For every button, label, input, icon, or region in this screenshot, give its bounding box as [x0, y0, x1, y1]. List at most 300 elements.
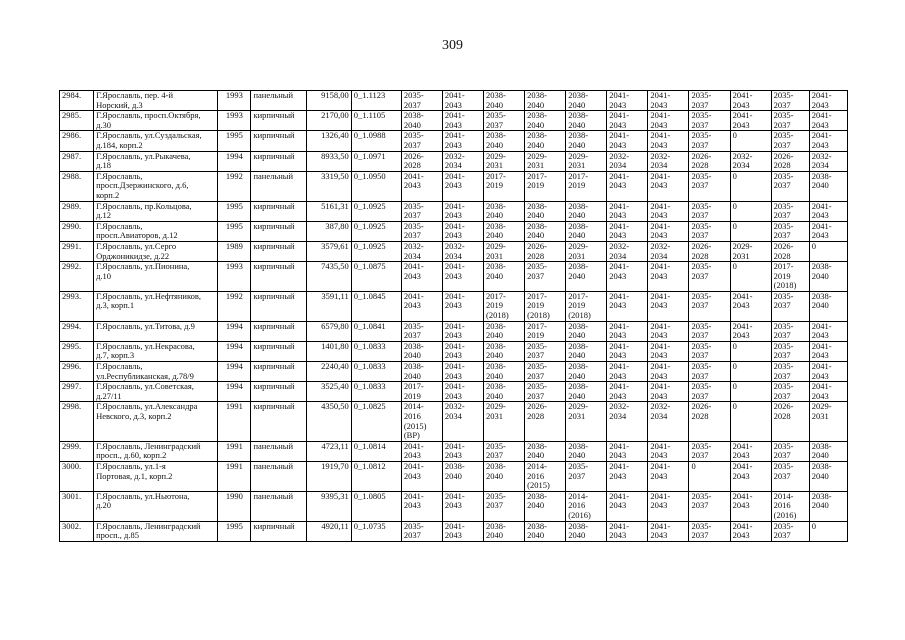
area-cell: 1919,70	[306, 461, 351, 491]
address-cell: Г.Ярославль, пр.Кольцова, д.12	[94, 201, 218, 221]
repair-period-cell: 2035- 2037	[771, 201, 809, 221]
repair-period-cell: 2014- 2016 (2016)	[771, 491, 809, 521]
repair-period-cell: 2038- 2040	[566, 262, 607, 292]
repair-period-cell: 2035- 2037	[525, 362, 566, 382]
address-cell: Г.Ярославль, ул.Рыкачева, д.18	[94, 151, 218, 171]
construction-year-cell: 1994	[218, 362, 251, 382]
repair-period-cell: 2029- 2031	[566, 241, 607, 261]
page-number: 309	[442, 38, 463, 53]
address-cell: Г.Ярославль, пер. 4-й Норский, д.3	[94, 91, 218, 111]
area-cell: 1326,40	[306, 131, 351, 151]
repair-period-cell: 2041- 2043	[809, 341, 847, 361]
address-cell: Г.Ярославль, ул.Пионина, д.10	[94, 262, 218, 292]
priority-index-cell: 0_1.0833	[351, 362, 401, 382]
priority-index-cell: 0_1.0925	[351, 201, 401, 221]
repair-period-cell: 2041- 2043	[648, 171, 689, 201]
table-row	[60, 151, 848, 171]
row-number-cell: 2986.	[60, 131, 94, 151]
repair-period-cell: 2041- 2043	[401, 491, 442, 521]
repair-period-cell: 2032- 2034	[442, 151, 483, 171]
repair-period-cell: 0	[809, 241, 847, 261]
area-cell: 6579,80	[306, 321, 351, 341]
construction-year-cell: 1992	[218, 171, 251, 201]
area-cell: 7435,50	[306, 262, 351, 292]
repair-period-cell: 2041- 2043	[607, 382, 648, 402]
repair-period-cell: 2041- 2043	[730, 461, 771, 491]
address-cell: Г.Ярославль, ул.Серго Орджоникидзе, д.22	[94, 241, 218, 261]
wall-material-cell: кирпичный	[251, 131, 306, 151]
area-cell: 4723,11	[306, 441, 351, 461]
priority-index-cell: 0_1.0812	[351, 461, 401, 491]
repair-period-cell: 2035- 2037	[689, 262, 730, 292]
table-row	[60, 382, 848, 402]
repair-period-cell: 2026- 2028	[771, 241, 809, 261]
repair-period-cell: 2038- 2040	[566, 221, 607, 241]
address-cell: Г.Ярославль, ул.1-я Портовая, д.1, корп.2	[94, 461, 218, 491]
repair-period-cell: 2038- 2040	[809, 291, 847, 321]
row-number-cell: 2995.	[60, 341, 94, 361]
row-number-cell: 2984.	[60, 91, 94, 111]
repair-period-cell: 2041- 2043	[607, 321, 648, 341]
address-cell: Г.Ярославль, ул.Нефтяников, д.3, корп.1	[94, 291, 218, 321]
repair-period-cell: 2038- 2040	[484, 321, 525, 341]
construction-year-cell: 1994	[218, 382, 251, 402]
wall-material-cell: кирпичный	[251, 111, 306, 131]
address-cell: Г.Ярославль, Ленинградский просп., д.60, корп.2	[94, 441, 218, 461]
priority-index-cell: 0_1.0925	[351, 241, 401, 261]
repair-period-cell: 0	[730, 171, 771, 201]
repair-period-cell: 2041- 2043	[442, 341, 483, 361]
wall-material-cell: кирпичный	[251, 521, 306, 541]
area-cell: 3319,50	[306, 171, 351, 201]
repair-period-cell: 0	[730, 131, 771, 151]
repair-period-cell: 2035- 2037	[401, 131, 442, 151]
area-cell: 9158,00	[306, 91, 351, 111]
row-number-cell: 2991.	[60, 241, 94, 261]
repair-period-cell: 2041- 2043	[809, 91, 847, 111]
repair-period-cell: 2041- 2043	[648, 491, 689, 521]
repair-period-cell: 2041- 2043	[401, 171, 442, 201]
repair-period-cell: 2026- 2028	[689, 241, 730, 261]
repair-period-cell: 2041- 2043	[607, 491, 648, 521]
repair-period-cell: 2029- 2031	[566, 151, 607, 171]
repair-period-cell: 0	[730, 262, 771, 292]
table-row	[60, 201, 848, 221]
repair-period-cell: 2038- 2040	[484, 131, 525, 151]
repair-period-cell: 2035- 2037	[689, 221, 730, 241]
table-row	[60, 171, 848, 201]
construction-year-cell: 1995	[218, 201, 251, 221]
repair-period-cell: 2035- 2037	[689, 321, 730, 341]
repair-period-cell: 2035- 2037	[771, 321, 809, 341]
address-cell: Г.Ярославль, просп.Дзержинского, д.6, корп.2	[94, 171, 218, 201]
wall-material-cell: панельный	[251, 171, 306, 201]
table-row	[60, 111, 848, 131]
address-cell: Г.Ярославль, ул.Советская, д.27/11	[94, 382, 218, 402]
row-number-cell: 3001.	[60, 491, 94, 521]
repair-period-cell: 2035- 2037	[689, 491, 730, 521]
repair-period-cell: 2041- 2043	[442, 321, 483, 341]
repair-period-cell: 2041- 2043	[442, 131, 483, 151]
repair-period-cell: 2041- 2043	[442, 91, 483, 111]
repair-period-cell: 2038- 2040	[401, 341, 442, 361]
repair-period-cell: 2038- 2040	[566, 521, 607, 541]
repair-period-cell: 2041- 2043	[809, 362, 847, 382]
row-number-cell: 2996.	[60, 362, 94, 382]
repair-period-cell: 2038- 2040	[566, 321, 607, 341]
repair-period-cell: 2038- 2040	[566, 362, 607, 382]
repair-period-cell: 2035- 2037	[689, 131, 730, 151]
table-row	[60, 341, 848, 361]
repair-period-cell: 2041- 2043	[442, 291, 483, 321]
repair-period-cell: 2041- 2043	[442, 362, 483, 382]
repair-period-cell: 2026- 2028	[401, 151, 442, 171]
priority-index-cell: 0_1.1123	[351, 91, 401, 111]
wall-material-cell: кирпичный	[251, 291, 306, 321]
repair-period-cell: 2041- 2043	[607, 461, 648, 491]
repair-period-cell: 2041- 2043	[607, 171, 648, 201]
repair-period-cell: 2041- 2043	[401, 262, 442, 292]
table-row	[60, 291, 848, 321]
table-row	[60, 521, 848, 541]
repair-period-cell: 0	[730, 341, 771, 361]
repair-period-cell: 2029- 2031	[525, 151, 566, 171]
repair-period-cell: 2041- 2043	[730, 441, 771, 461]
row-number-cell: 2993.	[60, 291, 94, 321]
repair-period-cell: 2038- 2040	[525, 201, 566, 221]
area-cell: 3591,11	[306, 291, 351, 321]
address-cell: Г.Ярославль, просп.Октября, д.30	[94, 111, 218, 131]
priority-index-cell: 0_1.0805	[351, 491, 401, 521]
repair-period-cell: 2032- 2034	[442, 402, 483, 441]
wall-material-cell: кирпичный	[251, 382, 306, 402]
repair-period-cell: 2017- 2019 (2018)	[566, 291, 607, 321]
repair-period-cell: 2029- 2031	[809, 402, 847, 441]
repair-period-cell: 2035- 2037	[689, 521, 730, 541]
area-cell: 2170,00	[306, 111, 351, 131]
repair-period-cell: 2041- 2043	[809, 382, 847, 402]
repair-period-cell: 2041- 2043	[607, 131, 648, 151]
repair-period-cell: 2035- 2037	[689, 441, 730, 461]
row-number-cell: 2994.	[60, 321, 94, 341]
repair-period-cell: 0	[689, 461, 730, 491]
table-row	[60, 402, 848, 441]
repair-period-cell: 2026- 2028	[771, 151, 809, 171]
repair-period-cell: 2038- 2040	[566, 111, 607, 131]
repair-period-cell: 2017- 2019	[566, 171, 607, 201]
repair-period-cell: 2041- 2043	[648, 441, 689, 461]
repair-period-cell: 2038- 2040	[566, 91, 607, 111]
repair-period-cell: 2038- 2040	[401, 111, 442, 131]
construction-year-cell: 1991	[218, 441, 251, 461]
repair-period-cell: 2038- 2040	[525, 521, 566, 541]
table-row	[60, 441, 848, 461]
repair-period-cell: 2041- 2043	[607, 441, 648, 461]
repair-period-cell: 2035- 2037	[401, 321, 442, 341]
repair-period-cell: 2041- 2043	[730, 491, 771, 521]
repair-period-cell: 2041- 2043	[607, 291, 648, 321]
repair-period-cell: 2041- 2043	[730, 321, 771, 341]
repair-period-cell: 2032- 2034	[607, 241, 648, 261]
repair-period-cell: 2038- 2040	[442, 461, 483, 491]
repair-period-cell: 2035- 2037	[566, 461, 607, 491]
priority-index-cell: 0_1.0735	[351, 521, 401, 541]
repair-period-cell: 2035- 2037	[689, 201, 730, 221]
repair-period-cell: 2041- 2043	[730, 521, 771, 541]
priority-index-cell: 0_1.0833	[351, 341, 401, 361]
wall-material-cell: кирпичный	[251, 362, 306, 382]
repair-period-cell: 2035- 2037	[771, 382, 809, 402]
repair-period-cell: 2038- 2040	[525, 441, 566, 461]
repair-period-cell: 2017- 2019 (2018)	[484, 291, 525, 321]
row-number-cell: 2992.	[60, 262, 94, 292]
repair-period-cell: 2035- 2037	[525, 262, 566, 292]
repair-period-cell: 2035- 2037	[771, 111, 809, 131]
table-row	[60, 241, 848, 261]
repair-period-cell: 2017- 2019	[484, 171, 525, 201]
wall-material-cell: кирпичный	[251, 402, 306, 441]
repair-period-cell: 2035- 2037	[401, 221, 442, 241]
repair-period-cell: 2038- 2040	[809, 171, 847, 201]
repair-period-cell: 2038- 2040	[484, 461, 525, 491]
wall-material-cell: кирпичный	[251, 321, 306, 341]
repair-period-cell: 2029- 2031	[566, 402, 607, 441]
table-row	[60, 461, 848, 491]
repair-period-cell: 2014- 2016 (2015) (ВР)	[401, 402, 442, 441]
repair-period-cell: 2017- 2019	[401, 382, 442, 402]
row-number-cell: 2999.	[60, 441, 94, 461]
area-cell: 3579,61	[306, 241, 351, 261]
repair-period-cell: 2038- 2040	[484, 221, 525, 241]
repair-period-cell: 2038- 2040	[566, 441, 607, 461]
repair-period-cell: 2035- 2037	[401, 201, 442, 221]
repair-period-cell: 2041- 2043	[607, 91, 648, 111]
repair-period-cell: 2041- 2043	[607, 262, 648, 292]
wall-material-cell: кирпичный	[251, 201, 306, 221]
repair-period-cell: 2017- 2019	[525, 321, 566, 341]
repair-period-cell: 2041- 2043	[809, 221, 847, 241]
repair-period-cell: 2041- 2043	[442, 221, 483, 241]
repair-period-cell: 2041- 2043	[442, 111, 483, 131]
row-number-cell: 3000.	[60, 461, 94, 491]
repair-period-cell: 2041- 2043	[607, 341, 648, 361]
construction-year-cell: 1994	[218, 321, 251, 341]
priority-index-cell: 0_1.0988	[351, 131, 401, 151]
repair-period-cell: 2041- 2043	[401, 441, 442, 461]
repair-period-cell: 2026- 2028	[525, 241, 566, 261]
repair-period-cell: 2041- 2043	[648, 221, 689, 241]
row-number-cell: 2985.	[60, 111, 94, 131]
repair-period-cell: 2041- 2043	[730, 291, 771, 321]
repair-period-cell: 2035- 2037	[525, 341, 566, 361]
repair-period-cell: 2017- 2019 (2018)	[525, 291, 566, 321]
priority-index-cell: 0_1.0841	[351, 321, 401, 341]
repair-period-cell: 0	[730, 382, 771, 402]
construction-year-cell: 1989	[218, 241, 251, 261]
repair-period-cell: 2041- 2043	[648, 321, 689, 341]
repair-period-cell: 2035- 2037	[484, 441, 525, 461]
repair-period-cell: 2041- 2043	[648, 341, 689, 361]
table-row	[60, 321, 848, 341]
repair-period-cell: 2041- 2043	[809, 111, 847, 131]
address-cell: Г.Ярославль, Ленинградский просп., д.85	[94, 521, 218, 541]
area-cell: 4920,11	[306, 521, 351, 541]
priority-index-cell: 0_1.0845	[351, 291, 401, 321]
priority-index-cell: 0_1.0971	[351, 151, 401, 171]
address-cell: Г.Ярославль, ул.Александра Невского, д.3, корп.2	[94, 402, 218, 441]
repair-period-cell: 2038- 2040	[484, 341, 525, 361]
repair-period-cell: 2038- 2040	[809, 441, 847, 461]
area-cell: 5161,31	[306, 201, 351, 221]
row-number-cell: 2987.	[60, 151, 94, 171]
repair-period-cell: 2041- 2043	[442, 491, 483, 521]
repair-period-cell: 2041- 2043	[442, 171, 483, 201]
repair-period-cell: 2038- 2040	[566, 131, 607, 151]
repair-period-cell: 2041- 2043	[607, 111, 648, 131]
construction-year-cell: 1993	[218, 262, 251, 292]
priority-index-cell: 0_1.0950	[351, 171, 401, 201]
priority-index-cell: 0_1.0825	[351, 402, 401, 441]
building-registry-table	[59, 90, 848, 542]
repair-period-cell: 2032- 2034	[809, 151, 847, 171]
repair-period-cell: 2035- 2037	[771, 291, 809, 321]
repair-period-cell: 2017- 2019	[525, 171, 566, 201]
repair-period-cell: 2035- 2037	[401, 521, 442, 541]
repair-period-cell: 2032- 2034	[648, 241, 689, 261]
construction-year-cell: 1995	[218, 521, 251, 541]
address-cell: Г.Ярославль, просп.Авиаторов, д.12	[94, 221, 218, 241]
repair-period-cell: 2035- 2037	[771, 461, 809, 491]
wall-material-cell: панельный	[251, 491, 306, 521]
repair-period-cell: 2026- 2028	[771, 402, 809, 441]
area-cell: 4350,50	[306, 402, 351, 441]
repair-period-cell: 2035- 2037	[689, 291, 730, 321]
repair-period-cell: 2041- 2043	[648, 461, 689, 491]
repair-period-cell: 2041- 2043	[648, 362, 689, 382]
wall-material-cell: кирпичный	[251, 341, 306, 361]
row-number-cell: 2997.	[60, 382, 94, 402]
repair-period-cell: 2026- 2028	[689, 402, 730, 441]
table-row	[60, 221, 848, 241]
construction-year-cell: 1993	[218, 91, 251, 111]
repair-period-cell: 2041- 2043	[809, 321, 847, 341]
repair-period-cell: 2038- 2040	[525, 221, 566, 241]
row-number-cell: 2990.	[60, 221, 94, 241]
repair-period-cell: 2032- 2034	[607, 402, 648, 441]
repair-period-cell: 2035- 2037	[689, 171, 730, 201]
repair-period-cell: 2035- 2037	[771, 362, 809, 382]
table-row	[60, 262, 848, 292]
repair-period-cell: 2041- 2043	[442, 382, 483, 402]
repair-period-cell: 2017- 2019 (2018)	[771, 262, 809, 292]
repair-period-cell: 2038- 2040	[809, 262, 847, 292]
construction-year-cell: 1991	[218, 461, 251, 491]
area-cell: 387,80	[306, 221, 351, 241]
address-cell: Г.Ярославль, ул.Республиканская, д.78/9	[94, 362, 218, 382]
repair-period-cell: 2038- 2040	[566, 341, 607, 361]
repair-period-cell: 2029- 2031	[484, 151, 525, 171]
priority-index-cell: 0_1.0814	[351, 441, 401, 461]
repair-period-cell: 2041- 2043	[442, 521, 483, 541]
repair-period-cell: 2038- 2040	[566, 201, 607, 221]
repair-period-cell: 2035- 2037	[771, 91, 809, 111]
repair-period-cell: 2038- 2040	[401, 362, 442, 382]
address-cell: Г.Ярославль, ул.Ньютона, д.20	[94, 491, 218, 521]
row-number-cell: 3002.	[60, 521, 94, 541]
repair-period-cell: 2041- 2043	[809, 131, 847, 151]
repair-period-cell: 2038- 2040	[484, 521, 525, 541]
repair-period-cell: 2014- 2016 (2015)	[525, 461, 566, 491]
repair-period-cell: 2035- 2037	[771, 221, 809, 241]
wall-material-cell: кирпичный	[251, 241, 306, 261]
repair-period-cell: 2041- 2043	[607, 362, 648, 382]
repair-period-cell: 2041- 2043	[730, 111, 771, 131]
repair-period-cell: 2035- 2037	[484, 491, 525, 521]
area-cell: 2240,40	[306, 362, 351, 382]
repair-period-cell: 2041- 2043	[442, 441, 483, 461]
repair-period-cell: 2014- 2016 (2016)	[566, 491, 607, 521]
repair-period-cell: 2035- 2037	[771, 521, 809, 541]
wall-material-cell: кирпичный	[251, 221, 306, 241]
table-row	[60, 131, 848, 151]
repair-period-cell: 2038- 2040	[525, 491, 566, 521]
repair-period-cell: 2035- 2037	[689, 362, 730, 382]
repair-period-cell: 2041- 2043	[607, 201, 648, 221]
repair-period-cell: 2038- 2040	[525, 131, 566, 151]
area-cell: 8933,50	[306, 151, 351, 171]
repair-period-cell: 2041- 2043	[607, 521, 648, 541]
repair-period-cell: 2041- 2043	[607, 221, 648, 241]
repair-period-cell: 0	[809, 521, 847, 541]
repair-period-cell: 2035- 2037	[525, 382, 566, 402]
priority-index-cell: 0_1.0925	[351, 221, 401, 241]
row-number-cell: 2988.	[60, 171, 94, 201]
repair-period-cell: 2035- 2037	[771, 441, 809, 461]
repair-period-cell: 2041- 2043	[648, 291, 689, 321]
priority-index-cell: 0_1.1105	[351, 111, 401, 131]
repair-period-cell: 2038- 2040	[809, 491, 847, 521]
repair-period-cell: 0	[730, 221, 771, 241]
repair-period-cell: 2035- 2037	[689, 91, 730, 111]
repair-period-cell: 2041- 2043	[442, 201, 483, 221]
address-cell: Г.Ярославль, ул.Суздальская, д.184, корп.2	[94, 131, 218, 151]
construction-year-cell: 1990	[218, 491, 251, 521]
repair-period-cell: 2038- 2040	[484, 382, 525, 402]
repair-period-cell: 2041- 2043	[648, 201, 689, 221]
repair-period-cell: 2026- 2028	[525, 402, 566, 441]
construction-year-cell: 1994	[218, 151, 251, 171]
repair-period-cell: 2026- 2028	[689, 151, 730, 171]
repair-period-cell: 2038- 2040	[525, 111, 566, 131]
wall-material-cell: кирпичный	[251, 262, 306, 292]
table-row	[60, 491, 848, 521]
area-cell: 3525,40	[306, 382, 351, 402]
priority-index-cell: 0_1.0875	[351, 262, 401, 292]
repair-period-cell: 2032- 2034	[401, 241, 442, 261]
repair-period-cell: 2032- 2034	[442, 241, 483, 261]
construction-year-cell: 1994	[218, 341, 251, 361]
repair-period-cell: 2038- 2040	[484, 362, 525, 382]
repair-period-cell: 2038- 2040	[566, 382, 607, 402]
repair-period-cell: 2041- 2043	[648, 111, 689, 131]
repair-period-cell: 2035- 2037	[771, 131, 809, 151]
repair-period-cell: 2038- 2040	[484, 201, 525, 221]
area-cell: 1401,80	[306, 341, 351, 361]
row-number-cell: 2998.	[60, 402, 94, 441]
repair-period-cell: 2041- 2043	[648, 521, 689, 541]
repair-period-cell: 2035- 2037	[401, 91, 442, 111]
repair-period-cell: 0	[730, 201, 771, 221]
